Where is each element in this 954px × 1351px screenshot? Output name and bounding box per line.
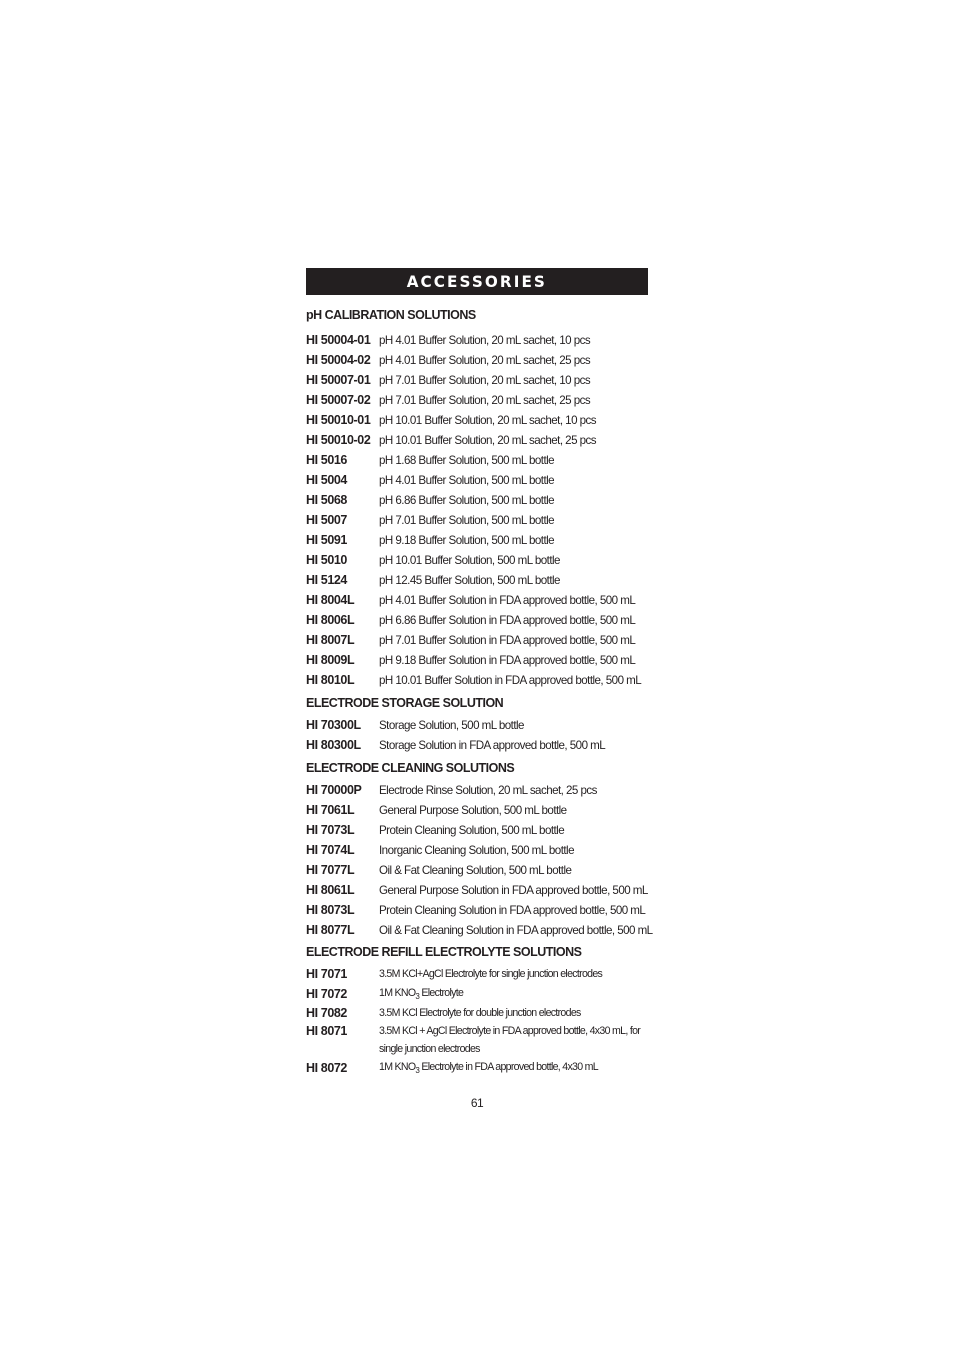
item-description: 1M $KNO_3$ Electrolyte in FDA approved bottle, 4x30 mL [379, 1061, 599, 1075]
item-code: HI 8073L [306, 903, 355, 917]
list-item [306, 735, 648, 755]
item-description: pH 4.01 Buffer Solution, 20 mL sachet, 25 pcs [379, 353, 591, 367]
item-code: HI 8009L [306, 653, 355, 667]
item-code: HI 8061L [306, 883, 355, 897]
item-code: HI 7077L [306, 863, 355, 877]
item-description: 3.5M KCl + AgCl Electrolyte in FDA approved bottle, 4x30 mL, for single junction electrodes [379, 1025, 641, 1055]
section-title-cleaning: ELECTRODE CLEANING SOLUTIONS [306, 760, 515, 775]
list-item [306, 800, 648, 820]
list-item [306, 350, 648, 370]
item-code: HI 5016 [306, 453, 347, 467]
item-description: Protein Cleaning Solution in FDA approved bottle, 500 mL [379, 903, 646, 917]
item-description: pH 10.01 Buffer Solution, 20 mL sachet, 25 pcs [379, 433, 597, 447]
list-item [306, 550, 648, 570]
item-description: General Purpose Solution in FDA approved bottle, 500 mL [379, 883, 648, 897]
item-description: pH 10.01 Buffer Solution, 500 mL bottle [379, 553, 560, 567]
list-item [306, 1004, 648, 1022]
item-description: pH 1.68 Buffer Solution, 500 mL bottle [379, 453, 555, 467]
list-item [306, 370, 648, 390]
item-description: Electrode Rinse Solution, 20 mL sachet, 25 pcs [379, 783, 597, 797]
list-item [306, 1058, 648, 1078]
list-item [306, 390, 648, 410]
item-description: pH 12.45 Buffer Solution, 500 mL bottle [379, 573, 560, 587]
list-item [306, 650, 648, 670]
item-code: HI 8004L [306, 593, 355, 607]
item-code: HI 50004-01 [306, 333, 371, 347]
item-description: pH 4.01 Buffer Solution, 20 mL sachet, 10 pcs [379, 333, 591, 347]
list-item [306, 1022, 648, 1058]
item-description: 3.5M KCl+AgCl Electrolyte for single junction electrodes [379, 968, 603, 980]
list-item [306, 570, 648, 590]
item-description: pH 6.86 Buffer Solution in FDA approved bottle, 500 mL [379, 613, 636, 627]
item-description: pH 4.01 Buffer Solution in FDA approved bottle, 500 mL [379, 593, 636, 607]
item-code: HI 50010-01 [306, 413, 371, 427]
item-code: HI 50007-02 [306, 393, 371, 407]
item-code: HI 5010 [306, 553, 347, 567]
item-description: pH 9.18 Buffer Solution, 500 mL bottle [379, 533, 555, 547]
list-item [306, 530, 648, 550]
list-item [306, 630, 648, 650]
accessories-banner [306, 268, 648, 295]
item-code: HI 80300L [306, 738, 361, 752]
item-description: 1M $KNO_3$ Electrolyte [379, 987, 464, 1001]
list-item [306, 470, 648, 490]
item-code: HI 7072 [306, 987, 347, 1001]
list-item [306, 510, 648, 530]
item-code: HI 70300L [306, 718, 361, 732]
list-item [306, 820, 648, 840]
section-title-ph-calibration: pH CALIBRATION SOLUTIONS [306, 307, 476, 322]
item-description: 3.5M KCl Electrolyte for double junction electrodes [379, 1007, 581, 1019]
item-code: HI 50010-02 [306, 433, 371, 447]
item-description: Oil & Fat Cleaning Solution, 500 mL bottle [379, 863, 572, 877]
list-item [306, 670, 648, 690]
list-item [306, 590, 648, 610]
item-code: HI 7082 [306, 1006, 347, 1020]
item-code: HI 5091 [306, 533, 347, 547]
item-description: pH 6.86 Buffer Solution, 500 mL bottle [379, 493, 555, 507]
item-description: Inorganic Cleaning Solution, 500 mL bottle [379, 843, 574, 857]
cleaning-list [306, 780, 653, 940]
list-item [306, 450, 648, 470]
item-code: HI 5004 [306, 473, 347, 487]
item-code: HI 5007 [306, 513, 347, 527]
item-description: Storage Solution, 500 mL bottle [379, 718, 524, 732]
banner-title: ACCESSORIES [406, 272, 548, 291]
item-description: Oil & Fat Cleaning Solution in FDA approved bottle, 500 mL [379, 923, 653, 937]
item-code: HI 8072 [306, 1061, 347, 1075]
refill-list [306, 964, 648, 1078]
list-item [306, 860, 648, 880]
item-code: HI 5068 [306, 493, 347, 507]
item-description: General Purpose Solution, 500 mL bottle [379, 803, 567, 817]
item-description: pH 4.01 Buffer Solution, 500 mL bottle [379, 473, 555, 487]
item-code: HI 50007-01 [306, 373, 371, 387]
list-item [306, 610, 648, 630]
list-item [306, 964, 648, 984]
list-item [306, 920, 653, 940]
storage-list [306, 715, 648, 755]
item-code: HI 8007L [306, 633, 355, 647]
list-item [306, 330, 648, 350]
item-code: HI 7074L [306, 843, 355, 857]
item-code: HI 7071 [306, 967, 347, 981]
item-description: pH 10.01 Buffer Solution in FDA approved bottle, 500 mL [379, 673, 642, 687]
item-code: HI 8006L [306, 613, 355, 627]
list-item [306, 840, 648, 860]
item-code: HI 8077L [306, 923, 355, 937]
item-description: pH 7.01 Buffer Solution, 20 mL sachet, 25 pcs [379, 393, 591, 407]
item-code: HI 50004-02 [306, 353, 371, 367]
item-description: Storage Solution in FDA approved bottle, 500 mL [379, 738, 606, 752]
item-description: pH 10.01 Buffer Solution, 20 mL sachet, 10 pcs [379, 413, 597, 427]
item-description: pH 7.01 Buffer Solution, 20 mL sachet, 10 pcs [379, 373, 591, 387]
list-item [306, 490, 648, 510]
item-code: HI 8071 [306, 1024, 347, 1038]
list-item [306, 410, 648, 430]
item-code: HI 5124 [306, 573, 347, 587]
item-code: HI 7061L [306, 803, 355, 817]
list-item [306, 430, 648, 450]
list-item [306, 984, 648, 1004]
item-code: HI 7073L [306, 823, 355, 837]
accessories-page [306, 268, 653, 1078]
ph-calibration-list [306, 330, 648, 690]
item-description: pH 7.01 Buffer Solution in FDA approved bottle, 500 mL [379, 633, 636, 647]
item-description: Protein Cleaning Solution, 500 mL bottle [379, 823, 565, 837]
page-number: 61 [470, 1096, 484, 1110]
item-code: HI 8010L [306, 673, 355, 687]
list-item [306, 880, 648, 900]
list-item [306, 780, 648, 800]
list-item [306, 715, 648, 735]
item-description: pH 7.01 Buffer Solution, 500 mL bottle [379, 513, 555, 527]
item-code: HI 70000P [306, 783, 362, 797]
section-title-refill: ELECTRODE REFILL ELECTROLYTE SOLUTIONS [306, 945, 582, 959]
section-title-storage: ELECTRODE STORAGE SOLUTION [306, 695, 504, 710]
item-description: pH 9.18 Buffer Solution in FDA approved bottle, 500 mL [379, 653, 636, 667]
list-item [306, 900, 648, 920]
